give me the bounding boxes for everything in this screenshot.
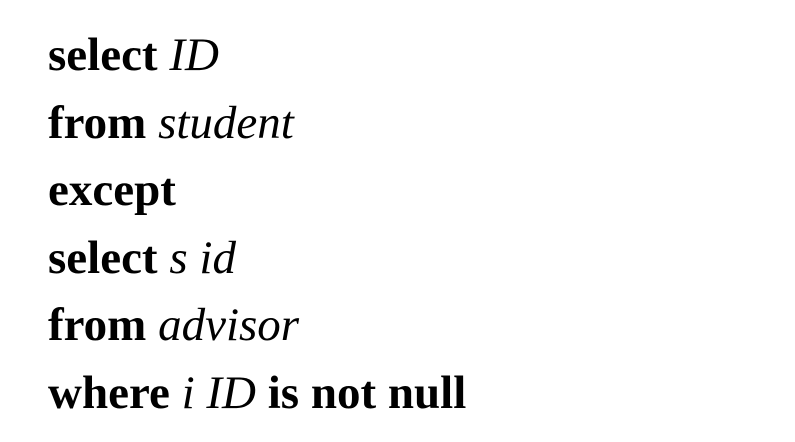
query-line-from-2	[48, 292, 466, 360]
keyword-where: where	[48, 366, 170, 419]
query-line-select-1	[48, 22, 466, 90]
query-line-from-1	[48, 90, 466, 158]
keyword-from: from	[48, 299, 147, 351]
query-line-where	[48, 360, 466, 428]
keyword-select: select	[48, 29, 158, 81]
identifier-student: student	[158, 96, 294, 149]
identifier-s-id: s id	[169, 231, 236, 284]
identifier-advisor: advisor	[158, 299, 300, 351]
keyword-select: select	[48, 231, 158, 284]
keyword-is-not-null: is not null	[267, 366, 467, 419]
identifier-i-id: i ID	[181, 366, 256, 419]
sql-query	[48, 22, 466, 427]
query-line-except	[48, 157, 466, 225]
keyword-from: from	[48, 96, 147, 149]
query-line-select-2	[48, 225, 466, 293]
identifier-id: ID	[169, 29, 219, 81]
keyword-except: except	[48, 164, 176, 216]
